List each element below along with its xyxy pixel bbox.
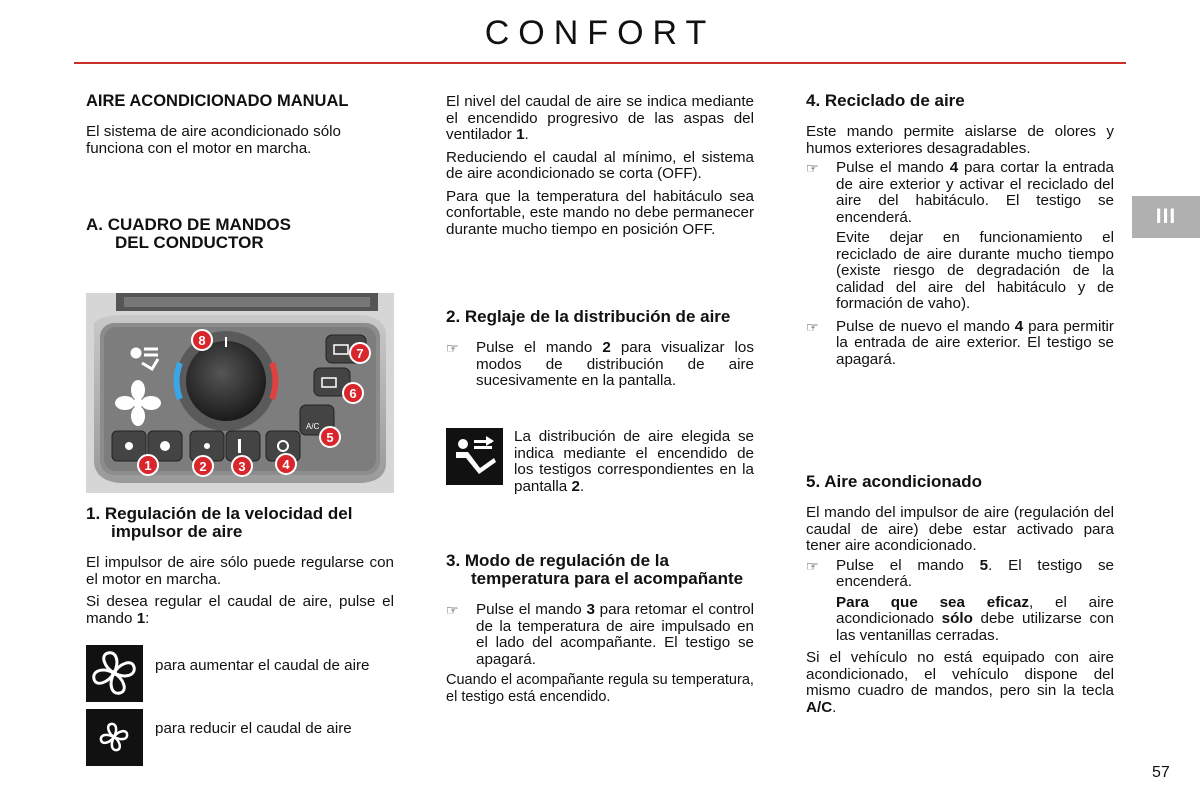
fan-large-icon [86,645,143,702]
section-4-note: Evite dejar en funcionamiento el reciclado de aire durante mucho tiempo (existe riesgo de degradación de la calidad del aire del habitáculo y de formación de vaho). [836,229,1114,312]
col2-paragraph-3: Para que la temperatura del habitáculo sea confortable, este mando no debe permanecer durante mucho tiempo en posición OFF. [446,187,754,238]
svg-text:1: 1 [144,458,152,473]
section-4-title: 4. Reciclado de aire [806,91,965,110]
section-1-paragraph-1: El impulsor de aire sólo puede regularse con el motor en marcha. [86,554,394,588]
section-5-paragraph: El mando del impulsor de aire (regulación del caudal de aire) debe estar activado para tener aire acondicionado. [806,504,1114,554]
section-3 [446,552,754,711]
decrease-text: para reducir el caudal de aire [155,720,352,737]
fan-small-icon [86,709,143,766]
increase-text: para aumentar el caudal de aire [155,657,370,674]
section-3-paragraph: Cuando el acompañante regula su temperatura, el testigo está encendido. [446,672,754,705]
badge-6 [343,383,363,403]
section-a-heading [86,216,394,252]
header-rule [74,62,1126,64]
pointing-hand-icon: ☞ [806,557,819,574]
svg-text:7: 7 [356,346,364,361]
badge-1 [138,455,158,475]
chapter-tab: III [1132,196,1200,238]
svg-text:6: 6 [349,386,357,401]
intro-paragraph: El sistema de aire acondicionado sólo funciona con el motor en marcha. [86,123,341,157]
section-1-paragraph-2: Si desea regular el caudal de aire, pulse el mando 1: [86,593,394,627]
badge-7 [350,343,370,363]
section-3-bullet: ☞ Pulse el mando 3 para retomar el control de la temperatura de aire impulsado en el lado del acompañante. El testigo se apagará. [446,601,754,668]
page-title: CONFORT [484,14,716,52]
badge-4 [276,454,296,474]
section-5-paragraph-2: Si el vehículo no está equipado con aire acondicionado, el vehículo dispone del mismo cuadro de mandos, pero sin la tecla A/C. [806,649,1114,716]
section-heading-manual-ac: AIRE ACONDICIONADO MANUAL [86,92,349,110]
pointing-hand-icon: ☞ [446,340,459,356]
svg-text:3: 3 [238,459,246,474]
svg-text:4: 4 [282,457,290,472]
section-1 [86,505,394,633]
col2-paragraph-2: Reduciendo el caudal al mínimo, el sistema de aire acondicionado se corta (OFF). [446,148,754,182]
svg-text:8: 8 [198,333,206,348]
pointing-hand-icon: ☞ [806,160,819,176]
col2-paragraph-1: El nivel del caudal de aire se indica mediante el encendido progresivo de las aspas del ventilador 1. [446,93,754,143]
section-5 [806,473,1114,722]
section-4-bullet-1: ☞ Pulse el mando 4 para cortar la entrada de aire exterior y activar el reciclado del aire del habitáculo. El testigo se encenderá. [806,159,1114,226]
section-a-title-line1: A. CUADRO DE MANDOS [86,215,291,234]
air-distribution-icon [446,428,503,485]
section-5-bullet: ☞ Pulse el mando 5. El testigo se encenderá. [806,556,1114,590]
section-3-title: 3. Modo de regulación de la temperatura para el acompañante [446,551,744,588]
svg-text:2: 2 [199,459,207,474]
badge-5 [320,427,340,447]
pointing-hand-icon: ☞ [446,602,459,618]
page-number: 57 [1152,764,1170,781]
svg-text:5: 5 [326,430,334,445]
section-4-paragraph: Este mando permite aislarse de olores y humos exteriores desagradables. [806,123,1114,157]
section-2-bullet: ☞ Pulse el mando 2 para visualizar los modos de distribución de aire sucesivamente en la pantalla. [446,339,754,389]
temperature-knob [186,341,266,421]
svg-text:A/C: A/C [306,422,320,431]
badge-3 [232,456,252,476]
section-4 [806,92,1114,372]
section-2 [446,308,754,394]
column-1 [86,92,394,163]
section-1-title: 1. Regulación de la velocidad del impulsor de aire [86,504,353,541]
section-5-note: Para que sea eficaz, el aire acondicionado sólo debe utilizarse con las ventanillas cerradas. [836,593,1114,644]
section-2-icon-text: La distribución de aire elegida se indica mediante el encendido de los testigos correspondientes en la pantalla 2. [514,428,754,495]
column-2-intro [446,94,754,244]
control-panel-image [86,293,394,493]
section-a-title-line2: DEL CONDUCTOR [115,233,264,252]
section-4-bullet-2: ☞ Pulse de nuevo el mando 4 para permitir la entrada de aire exterior. El testigo se apagará. [806,317,1114,368]
badge-2 [193,456,213,476]
section-2-title: 2. Reglaje de la distribución de aire [446,307,731,326]
badge-8 [192,330,212,350]
pointing-hand-icon: ☞ [806,318,819,335]
section-5-title: 5. Aire acondicionado [806,472,983,491]
